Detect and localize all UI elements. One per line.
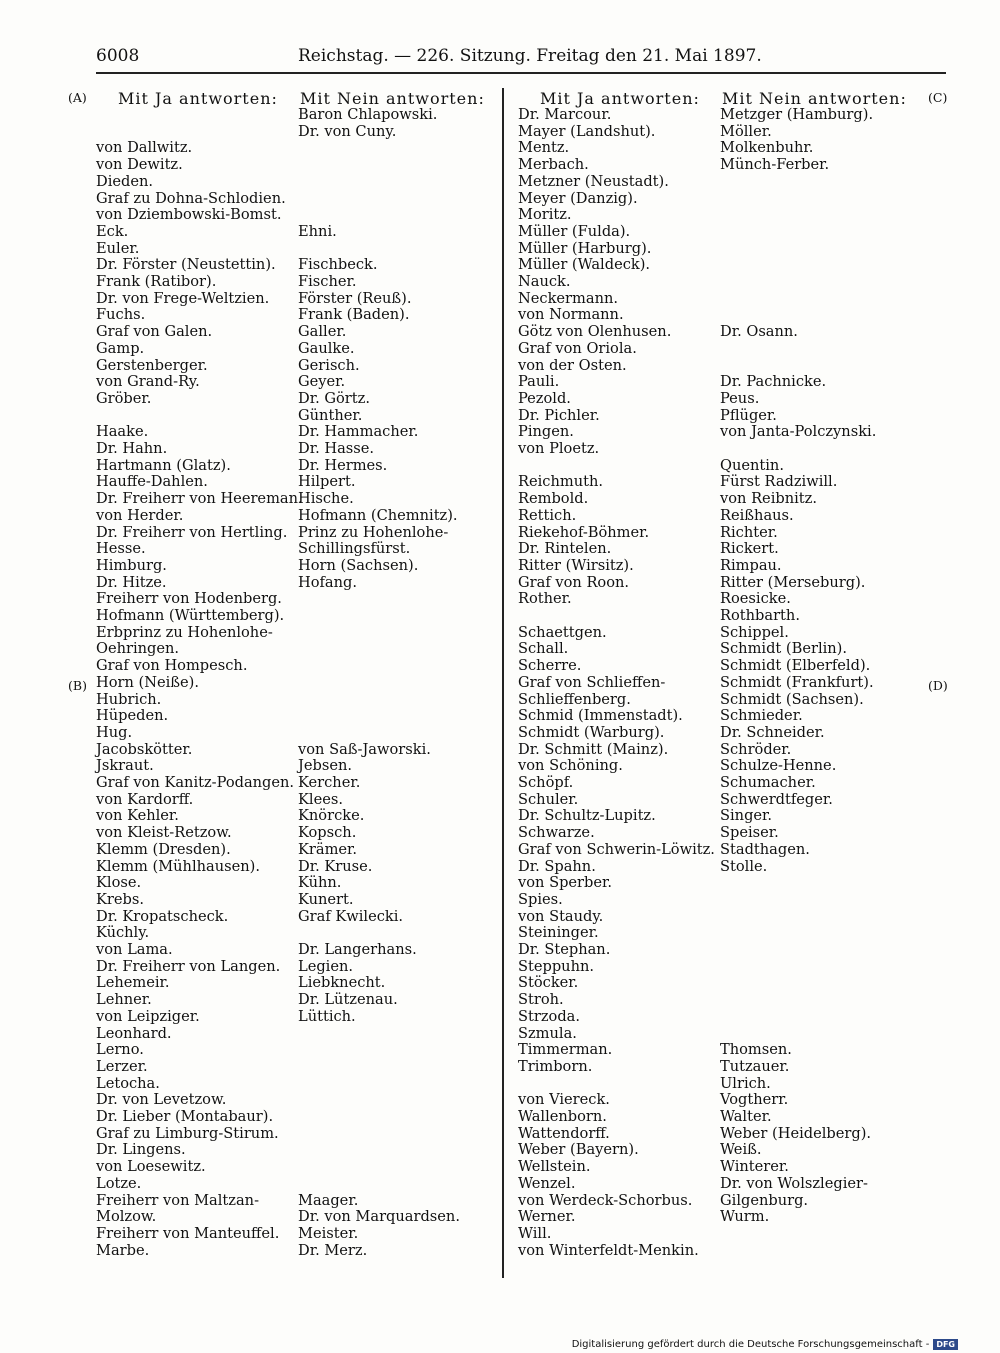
member-name: von Leipziger. [96, 1007, 200, 1025]
member-name: Gerstenberger. [96, 356, 208, 374]
member-name: Lehner. [96, 991, 152, 1009]
member-name: Schall. [518, 640, 569, 658]
member-name: Rothbarth. [720, 607, 800, 624]
member-name: Rettich. [518, 506, 577, 524]
member-name: Dr. Hermes. [298, 456, 388, 474]
member-name: Schwarze. [518, 824, 595, 842]
member-name: Dr. Freiherr von Hertling. [96, 523, 288, 541]
member-name: Erbprinz zu Hohenlohe- [96, 623, 273, 641]
member-name: Freiherr von Manteuffel. [96, 1224, 280, 1242]
member-name: von Sperber. [518, 874, 613, 892]
member-name: Günther. [298, 406, 363, 424]
header-rule [96, 72, 946, 74]
member-name: Hug. [96, 723, 133, 741]
member-name: Dr. Marcour. [518, 106, 612, 123]
member-name: Horn (Sachsen). [298, 556, 419, 574]
member-name: Wenzel. [518, 1174, 576, 1192]
member-name: Dr. Merz. [298, 1241, 368, 1259]
member-name: Jskraut. [96, 757, 154, 775]
member-name: Spies. [518, 890, 563, 908]
member-name: Lotze. [96, 1174, 142, 1192]
member-name: Maager. [298, 1191, 359, 1209]
member-name: Schulze-Henne. [720, 757, 837, 775]
right-ja-heading: Mit Ja antworten: [540, 89, 700, 108]
member-name: Wattendorff. [518, 1124, 610, 1142]
member-name: Graf von Kanitz-Podangen. [96, 774, 295, 791]
member-name: Baron Chlapowski. [298, 106, 438, 123]
member-name: Nauck. [518, 273, 571, 290]
member-name: Wurm. [720, 1208, 770, 1226]
member-name: von Kleist-Retzow. [96, 824, 232, 842]
member-name: Graf Kwilecki. [298, 907, 404, 925]
member-name: Weber (Heidelberg). [720, 1124, 872, 1142]
member-name: Müller (Harburg). [518, 239, 652, 257]
member-name: Dr. von Levetzow. [96, 1091, 227, 1109]
member-name: Peus. [720, 389, 760, 407]
member-name: Klees. [298, 790, 343, 808]
digitization-footer [572, 1339, 958, 1350]
member-name: Strzoda. [518, 1007, 580, 1025]
member-name: Mentz. [518, 139, 570, 157]
member-name: Molkenbuhr. [720, 139, 814, 157]
member-name: Förster (Reuß). [298, 289, 412, 307]
member-name: Schmidt (Warburg). [518, 723, 665, 741]
footer-credit: Digitalisierung gefördert durch die Deutsche Forschungsgemeinschaft - [571, 1339, 930, 1350]
member-name: Galler. [298, 323, 347, 341]
member-name: Freiherr von Maltzan- [96, 1191, 259, 1209]
member-name: Hofmann (Württemberg). [96, 607, 285, 624]
member-name: Trimborn. [518, 1057, 593, 1075]
member-name: Dr. Rintelen. [518, 540, 612, 558]
member-name: Schmid (Immenstadt). [518, 707, 683, 725]
member-name: Dr. Schmitt (Mainz). [518, 740, 669, 758]
member-name: von Reibnitz. [720, 490, 817, 508]
member-name: Dieden. [96, 172, 154, 190]
member-name: Klemm (Dresden). [96, 840, 231, 858]
member-name: Dr. von Marquardsen. [298, 1208, 460, 1226]
member-name: Pezold. [518, 389, 571, 407]
member-name: Graf zu Dohna-Schlodien. [96, 189, 286, 207]
member-name: Küchly. [96, 924, 150, 942]
member-name: Gamp. [96, 339, 145, 357]
member-name: Dr. Lützenau. [298, 991, 398, 1009]
member-name: Möller. [720, 122, 772, 140]
member-name: Jacobskötter. [96, 740, 193, 758]
member-name: Dr. Görtz. [298, 389, 370, 407]
member-name: Jebsen. [298, 757, 352, 775]
member-name: Münch-Ferber. [720, 156, 830, 174]
member-name: Steppuhn. [518, 957, 595, 975]
member-name: von Werdeck-Schorbus. [518, 1191, 693, 1209]
member-name: Rother. [518, 590, 572, 608]
member-name: Dr. Pichler. [518, 406, 600, 424]
member-name: Pauli. [518, 373, 560, 391]
member-name: von Winterfeldt-Menkin. [518, 1241, 699, 1259]
member-name: Graf zu Limburg-Stirum. [96, 1124, 279, 1142]
member-name: Hesse. [96, 540, 146, 558]
member-name: Stolle. [720, 857, 768, 875]
member-name: Graf von Galen. [96, 323, 213, 341]
member-name: Dr. Stephan. [518, 941, 611, 958]
member-name: von Viereck. [518, 1091, 610, 1109]
member-name: Speiser. [720, 824, 779, 842]
member-name: Walter. [720, 1108, 772, 1125]
member-name: Fuchs. [96, 306, 146, 324]
member-name: Schmidt (Elberfeld). [720, 657, 871, 675]
member-name: Graf von Oriola. [518, 339, 637, 357]
member-name: Schmidt (Berlin). [720, 640, 848, 658]
member-name: Schippel. [720, 623, 789, 641]
member-name: Roesicke. [720, 590, 791, 608]
member-name: Vogtherr. [720, 1091, 789, 1109]
member-name: von Dallwitz. [96, 139, 193, 157]
member-name: Dr. Förster (Neustettin). [96, 256, 276, 274]
member-name: Frank (Ratibor). [96, 273, 217, 290]
member-name: von Dewitz. [96, 156, 183, 174]
member-name: Hüpeden. [96, 707, 169, 725]
member-name: Himburg. [96, 556, 167, 574]
member-name: Weber (Bayern). [518, 1141, 639, 1159]
member-name: Liebknecht. [298, 974, 386, 992]
member-name: Schwerdtfeger. [720, 790, 833, 808]
member-name: Ritter (Wirsitz). [518, 556, 634, 574]
member-name: Neckermann. [518, 289, 619, 307]
member-name: Winterer. [720, 1158, 789, 1176]
member-name: von Saß-Jaworski. [298, 740, 431, 758]
member-name: Götz von Olenhusen. [518, 323, 672, 341]
member-name: Dr. von Frege-Weltzien. [96, 289, 270, 307]
member-name: Dr. Osann. [720, 323, 798, 341]
member-name: Fischbeck. [298, 256, 378, 274]
member-name: Müller (Fulda). [518, 222, 631, 240]
member-name: von Staudy. [518, 907, 604, 925]
member-name: Riekehof-Böhmer. [518, 523, 650, 541]
member-name: Stroh. [518, 991, 564, 1009]
member-name: Will. [518, 1224, 552, 1242]
member-name: Weiß. [720, 1141, 762, 1159]
member-name: Schillingsfürst. [298, 540, 411, 558]
member-name: Schlieffenberg. [518, 690, 631, 708]
member-name: Metzger (Hamburg). [720, 106, 874, 123]
member-name: Prinz zu Hohenlohe- [298, 523, 449, 541]
member-name: Stadthagen. [720, 840, 810, 858]
member-name: Metzner (Neustadt). [518, 172, 669, 190]
member-name: Horn (Neiße). [96, 673, 200, 691]
member-name: Hilpert. [298, 473, 356, 491]
member-name: Letocha. [96, 1074, 160, 1092]
member-name: Dr. Freiherr von Heereman. [96, 490, 303, 508]
member-name: Lerno. [96, 1041, 144, 1059]
margin-mark-d: (D) [928, 678, 948, 693]
member-name: Ritter (Merseburg). [720, 573, 866, 591]
member-name: Steininger. [518, 924, 599, 942]
member-name: Gröber. [96, 389, 152, 407]
margin-mark-c: (C) [928, 90, 948, 105]
member-name: Hartmann (Glatz). [96, 456, 231, 474]
left-ja-heading: Mit Ja antworten: [118, 89, 278, 108]
member-name: von Ploetz. [518, 440, 600, 457]
member-name: Dr. Schultz-Lupitz. [518, 807, 656, 825]
member-name: von Lama. [96, 941, 173, 958]
right-nein-heading: Mit Nein antworten: [722, 89, 907, 108]
member-name: Timmerman. [518, 1041, 613, 1059]
member-name: Dr. Spahn. [518, 857, 596, 875]
member-name: Wellstein. [518, 1158, 591, 1176]
member-name: Schaettgen. [518, 623, 607, 641]
member-name: Dr. von Cuny. [298, 122, 397, 140]
member-name: Legien. [298, 957, 354, 975]
dfg-logo: DFG [933, 1339, 958, 1350]
member-name: Lerzer. [96, 1057, 148, 1075]
member-name: Leonhard. [96, 1024, 172, 1042]
margin-mark-b: (B) [68, 678, 87, 693]
member-name: von Dziembowski-Bomst. [96, 206, 282, 224]
member-name: Molzow. [96, 1208, 157, 1226]
member-name: Dr. Lieber (Montabaur). [96, 1108, 274, 1125]
member-name: Wallenborn. [518, 1108, 607, 1125]
member-name: Singer. [720, 807, 773, 825]
member-name: Gerisch. [298, 356, 360, 374]
member-name: Klemm (Mühlhausen). [96, 857, 260, 875]
left-nein-heading: Mit Nein antworten: [300, 89, 485, 108]
member-name: Schöpf. [518, 774, 574, 791]
member-name: Dr. Hitze. [96, 573, 167, 591]
member-name: Ulrich. [720, 1074, 771, 1092]
member-name: Hofang. [298, 573, 357, 591]
member-name: Schmidt (Frankfurt). [720, 673, 874, 691]
running-title: Reichstag. — 226. Sitzung. Freitag den 21. Mai 1897. [298, 46, 762, 66]
member-name: Haake. [96, 423, 149, 441]
member-name: Freiherr von Hodenberg. [96, 590, 282, 608]
column-divider [502, 88, 504, 1278]
member-name: Dr. Kropatscheck. [96, 907, 229, 925]
member-name: Tutzauer. [720, 1057, 790, 1075]
member-name: Hauffe-Dahlen. [96, 473, 208, 491]
member-name: Schmidt (Sachsen). [720, 690, 864, 708]
member-name: Pingen. [518, 423, 574, 441]
member-name: Werner. [518, 1208, 576, 1226]
member-name: Graf von Roon. [518, 573, 630, 591]
member-name: Dr. Langerhans. [298, 941, 417, 958]
member-name: Gilgenburg. [720, 1191, 809, 1209]
member-name: Schumacher. [720, 774, 816, 791]
member-name: von Janta-Polczynski. [720, 423, 877, 441]
member-name: Merbach. [518, 156, 589, 174]
member-name: Dr. Lingens. [96, 1141, 186, 1159]
member-name: Rembold. [518, 490, 589, 508]
member-name: Geyer. [298, 373, 346, 391]
member-name: Hofmann (Chemnitz). [298, 506, 458, 524]
member-name: Knörcke. [298, 807, 365, 825]
member-name: Marbe. [96, 1241, 150, 1259]
page-number: 6008 [96, 46, 140, 66]
member-name: Dr. Schneider. [720, 723, 825, 741]
member-name: von Kardorff. [96, 790, 194, 808]
member-name: Euler. [96, 239, 140, 257]
member-name: Lehemeir. [96, 974, 170, 992]
member-name: Gaulke. [298, 339, 355, 357]
member-name: Dr. Hammacher. [298, 423, 419, 441]
member-name: Meyer (Danzig). [518, 189, 638, 207]
member-name: Schröder. [720, 740, 792, 758]
member-name: Kühn. [298, 874, 342, 892]
member-name: von der Osten. [518, 356, 627, 374]
running-header [96, 46, 946, 72]
member-name: Lüttich. [298, 1007, 356, 1025]
member-name: von Grand-Ry. [96, 373, 200, 391]
member-name: Kunert. [298, 890, 354, 908]
member-name: Scherre. [518, 657, 582, 675]
member-name: Graf von Schlieffen- [518, 673, 666, 691]
member-name: Hubrich. [96, 690, 162, 708]
member-name: von Schöning. [518, 757, 623, 775]
member-name: von Kehler. [96, 807, 179, 825]
member-name: Hische. [298, 490, 354, 508]
member-name: Rickert. [720, 540, 779, 558]
member-name: Mayer (Landshut). [518, 122, 656, 140]
member-name: Dr. von Wolszlegier- [720, 1174, 868, 1192]
member-name: Reißhaus. [720, 506, 794, 524]
member-name: Meister. [298, 1224, 359, 1242]
member-name: Müller (Waldeck). [518, 256, 651, 274]
member-name: Kercher. [298, 774, 361, 791]
member-name: Rimpau. [720, 556, 782, 574]
member-name: Thomsen. [720, 1041, 792, 1059]
member-name: Szmula. [518, 1024, 577, 1042]
member-name: Dr. Freiherr von Langen. [96, 957, 281, 975]
member-name: von Normann. [518, 306, 624, 324]
member-name: Schmieder. [720, 707, 803, 725]
member-name: Krämer. [298, 840, 358, 858]
member-name: Graf von Schwerin-Löwitz. [518, 840, 715, 858]
member-name: Ehni. [298, 222, 337, 240]
member-name: Eck. [96, 222, 129, 240]
member-name: Schuler. [518, 790, 579, 808]
member-name: Quentin. [720, 456, 784, 474]
member-name: Fürst Radziwill. [720, 473, 838, 491]
member-name: Graf von Hompesch. [96, 657, 248, 675]
member-name: Fischer. [298, 273, 357, 290]
member-name: Dr. Pachnicke. [720, 373, 827, 391]
member-name: Frank (Baden). [298, 306, 410, 324]
member-name: Moritz. [518, 206, 572, 224]
member-name: von Loesewitz. [96, 1158, 206, 1176]
member-name: Richter. [720, 523, 778, 541]
member-name: Krebs. [96, 890, 144, 908]
margin-mark-a: (A) [68, 90, 87, 105]
member-name: Pflüger. [720, 406, 777, 424]
member-name: Dr. Hahn. [96, 440, 168, 457]
member-name: Klose. [96, 874, 142, 892]
member-name: Kopsch. [298, 824, 357, 842]
member-name: Dr. Hasse. [298, 440, 375, 457]
member-name: Oehringen. [96, 640, 180, 658]
member-name: Dr. Kruse. [298, 857, 373, 875]
member-name: von Herder. [96, 506, 184, 524]
member-name: Stöcker. [518, 974, 579, 992]
member-name: Reichmuth. [518, 473, 604, 491]
